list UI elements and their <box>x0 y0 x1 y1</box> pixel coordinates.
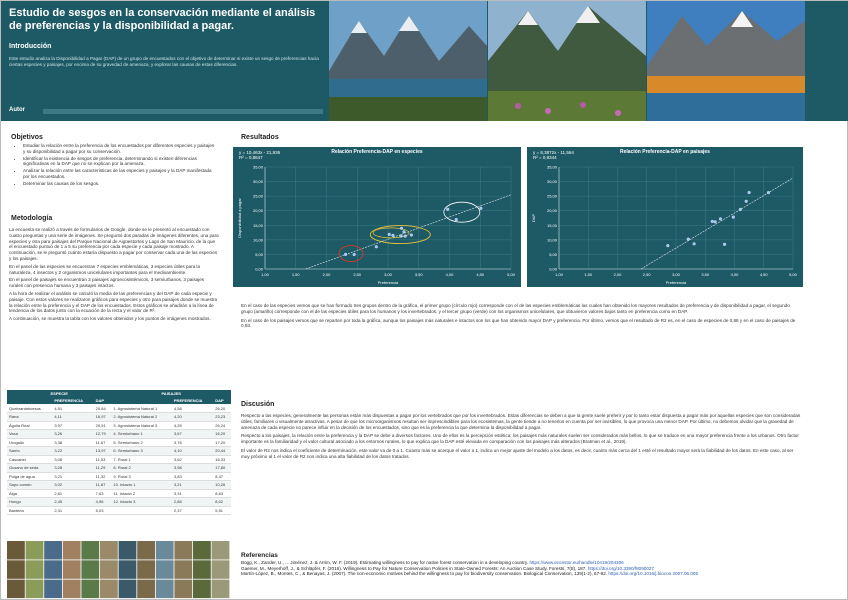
objetivo-item: • Estudiar la relación entre la preferencia de los encuestados por diferentes especies y paisajes y su disponibilidad a pagar por su conservación. <box>23 143 215 155</box>
table-column-header <box>7 397 231 404</box>
table-row <box>7 447 231 456</box>
table-cell: 3,31 <box>172 489 213 498</box>
x-tick-label: 3,50 <box>414 272 423 277</box>
x-tick-label: 4,00 <box>730 272 739 277</box>
table-cell: Hongo <box>7 498 52 507</box>
table-row <box>7 421 231 430</box>
data-point <box>767 191 770 194</box>
table-cell: Sapo común <box>7 481 52 490</box>
table-cell: 8,63 <box>213 489 231 498</box>
data-point <box>388 233 391 236</box>
metodologia-body <box>9 227 219 324</box>
table-cell: 16,20 <box>213 430 231 439</box>
table-cell: Gusano de seda <box>7 464 52 473</box>
group-circle-red <box>339 246 363 262</box>
table-row <box>7 472 231 481</box>
table-row <box>7 404 231 413</box>
table-cell: 1. Agrosistema Natural 1 <box>111 404 172 413</box>
table-cell: 5,51 <box>213 506 231 515</box>
table-cell: 3,62 <box>172 455 213 464</box>
x-axis-label: Preferencia <box>665 280 687 285</box>
thumbnail-image <box>44 580 62 599</box>
group-circle-white <box>444 202 480 222</box>
table-row <box>7 438 231 447</box>
table-cell: Pulga de agua <box>7 472 52 481</box>
y-tick-label: 25,00 <box>252 193 263 199</box>
reference-text: Gaemer, M., Meyerhoff, J., & Schläpfer, F. (2016). Willingness to Pay for Nature Conservation Policies in State-Owned Forests: An Auction Case Study. Forests, 7(8), 187. <box>241 565 587 571</box>
table-cell: 3,08 <box>52 455 93 464</box>
table-cell: Quebrantahuesos <box>7 404 52 413</box>
table-cell: 20,44 <box>213 447 231 456</box>
table-cell: 17,20 <box>213 438 231 447</box>
table-cell: 3,38 <box>52 438 93 447</box>
x-tick-label: 4,50 <box>476 272 485 277</box>
table-cell: 13,97 <box>94 447 112 456</box>
header <box>1 1 848 121</box>
species-thumbnail-strip <box>7 541 231 599</box>
thumbnail-image <box>26 580 44 599</box>
metodologia-heading: Metodología <box>11 215 53 222</box>
x-tick-label: 3,00 <box>672 272 680 277</box>
table-cell: Cascabel <box>7 455 52 464</box>
data-point <box>446 208 449 211</box>
author-label: Autor <box>9 107 25 113</box>
table-cell: 3,21 <box>52 472 93 481</box>
table-cell: 11,32 <box>94 472 112 481</box>
reference-link[interactable]: https://www.econstor.eu/handle/10419/204306 <box>529 559 624 565</box>
thumbnail-image <box>26 541 44 560</box>
thumbnail-image <box>156 580 174 599</box>
data-point <box>404 235 407 238</box>
thumbnail-image <box>44 560 62 579</box>
table-cell: 12,79 <box>94 430 112 439</box>
table-cell: 26,24 <box>213 421 231 430</box>
data-point <box>455 218 458 221</box>
table-cell: 3,67 <box>172 430 213 439</box>
x-tick-label: 2,50 <box>353 272 362 277</box>
x-tick-label: 2,00 <box>322 272 331 277</box>
x-tick-label: 5,00 <box>789 272 797 277</box>
thumbnail-image <box>100 560 118 579</box>
col-header: PREFERENCIA <box>52 397 93 404</box>
x-tick-label: 1,50 <box>584 272 593 277</box>
data-point <box>344 253 347 256</box>
y-axis-label: DAP <box>531 213 536 223</box>
table-cell: Bacteria <box>7 506 52 515</box>
data-point <box>400 227 403 230</box>
thumbnail-image <box>63 560 81 579</box>
table-cell: 16,97 <box>94 413 112 422</box>
landscape-photo-3 <box>647 1 805 121</box>
table-row <box>7 455 231 464</box>
x-tick-label: 1,00 <box>261 272 269 277</box>
table-cell: 17,80 <box>213 464 231 473</box>
table-cell: 23,23 <box>213 413 231 422</box>
metodologia-paragraph: A continuación, se muestra la tabla con los valores obtenidos y los puntos de imágenes mostrados. <box>9 316 211 322</box>
table-cell: 2,37 <box>172 506 213 515</box>
intro-box <box>9 43 327 93</box>
table-cell: 20,84 <box>94 404 112 413</box>
table-cell: 8,47 <box>213 472 231 481</box>
thumbnail-image <box>212 560 230 579</box>
reference-link[interactable]: https://doi.org/10.3390/f8090027 <box>587 565 654 571</box>
data-point <box>666 244 669 247</box>
table-cell: 11,29 <box>94 464 112 473</box>
objetivo-item: • Determinar las causas de los sesgos. <box>23 181 215 187</box>
table-cell: 5,03 <box>94 506 112 515</box>
table-cell: 2,31 <box>52 506 93 515</box>
thumbnail-image <box>156 560 174 579</box>
objetivo-item: • Analizar la relación entre las características de las especies y paisajes y la DAP manifestada por los encuestados. <box>23 168 215 180</box>
data-point <box>410 234 413 237</box>
thumbnail-image <box>174 580 192 599</box>
data-point <box>714 220 717 223</box>
table-cell: 5. Semiurbano 2 <box>111 438 172 447</box>
chart-especies-svg <box>233 147 521 287</box>
data-point <box>400 235 403 238</box>
table-cell: 4,20 <box>172 413 213 422</box>
x-axis-label: Preferencia <box>377 280 399 285</box>
equation-text: y = 8,3872x - 11,564 <box>533 150 574 155</box>
reference-text: Bogg, K., Zander, U., ... Jiménez, J. & Arrim, W. F. (2019). Estimating willingness to pay for native forest conservation in a developing country. <box>241 559 529 565</box>
data-point <box>719 217 722 220</box>
referencias <box>241 553 801 577</box>
y-tick-label: 10,00 <box>252 237 263 243</box>
thumbnail-image <box>7 580 25 599</box>
thumbnail-image <box>119 541 137 560</box>
y-tick-label: 25,00 <box>546 193 557 199</box>
discusion-paragraph: Respecto a los paisajes, la relación entre la preferencia y la DAP se debe a diversos factores. Uno de ellos es la percepción estética; los paisajes más naturales suelen ser considerados más bellos, lo que se traduce en una mayor preferencia frente a los urbanos. Otro factor importante es la familiaridad y el valor cultural asociado a los entornos rurales, lo que explica que la DAP esté elevada en comparación con los paisajes más alterados (Bratman et al., 2019). <box>241 433 799 445</box>
thumbnail-image <box>119 560 137 579</box>
table-cell: 4. Semiurbano 1 <box>111 430 172 439</box>
table-row <box>7 464 231 473</box>
reference-link[interactable]: https://doi.org/10.1016/j.biocon.2007.06.005 <box>608 571 699 577</box>
data-point <box>479 207 482 210</box>
discusion-body <box>241 413 803 463</box>
thumbnail-image <box>174 560 192 579</box>
table-cell: Vaca <box>7 430 52 439</box>
landscape-photo-1 <box>329 1 487 121</box>
x-tick-label: 2,00 <box>613 272 622 277</box>
data-point <box>748 191 751 194</box>
y-tick-label: 15,00 <box>252 222 263 228</box>
table-cell: Alga <box>7 489 52 498</box>
table-cell: 2,45 <box>52 498 93 507</box>
col-header: DAP <box>213 397 231 404</box>
y-tick-label: 5,00 <box>549 251 557 257</box>
reference-text: Martín-López, B., Montes, C., & Benayas, J. (2007). The non-economic motives behind the willingness to pay for biodiversity conservation. Biological Conservation, 139(1-2), 67-82. <box>241 571 608 577</box>
table-cell: 26,20 <box>213 404 231 413</box>
r2-text: R² = 0,8847 <box>239 155 263 160</box>
resultados-paragraph: En el caso de los paisajes vemos que se reparten por toda la gráfica, aunque los paisajes más naturales e intactos son los que han obtenido mayor DAP y preferencia. Por último, vemos que el resultado de R2 es, en el caso de especies de 0,88 y en el caso de paisajes de 0,93. <box>241 317 796 329</box>
table-cell: 3,28 <box>52 464 93 473</box>
objetivos-heading: Objetivos <box>11 134 43 141</box>
table-row <box>7 481 231 490</box>
y-tick-label: 10,00 <box>546 237 557 243</box>
table-cell: Rana <box>7 413 52 422</box>
thumbnail-image <box>212 541 230 560</box>
metodologia-paragraph: La encuesta se realizó a través de formularios de Google, donde se le presentó al encuestado con cuatro preguntas y una serie de imágenes. Se preguntó dos paradas de imágenes diferentes, una para especies y otra para paisajes del Parque Nacional de Aigüestortes y Lago de San Mauricio, de la que el encuestado puntuó de 1 a 5 su preferencia por cada especie y cada paisaje mostrado. A continuación, se le preguntó cuánto estaría dispuesto a pagar por conservar cada una de las especies y los paisajes. <box>9 227 219 261</box>
thumbnail-image <box>81 560 99 579</box>
table-cell: 3,83 <box>172 472 213 481</box>
table-cell: 12. Intacto 3 <box>111 498 172 507</box>
table-cell <box>111 506 172 515</box>
data-point <box>739 208 742 211</box>
data-point <box>392 234 395 237</box>
table-cell: 16,33 <box>213 455 231 464</box>
table-cell: 8. Rural 2 <box>111 464 172 473</box>
data-point <box>687 238 690 241</box>
metodologia-paragraph: En el panel de paisajes se encuentran 3 paisajes agroecosistémicos, 3 semiurbanos, 3 paisajes rurales con presencia humana y 3 paisajes intactos. <box>9 277 205 289</box>
resultados-heading: Resultados <box>241 134 279 141</box>
table-cell: 6. Semiurbano 3 <box>111 447 172 456</box>
table-cell: 4,10 <box>172 447 213 456</box>
thumbnail-image <box>137 580 155 599</box>
y-tick-label: 35,00 <box>546 164 557 170</box>
table-cell: Águila Real <box>7 421 52 430</box>
table-cell: 11,87 <box>94 481 112 490</box>
table-cell: 7,63 <box>94 489 112 498</box>
y-tick-label: 30,00 <box>546 179 557 185</box>
table-cell: 3,26 <box>52 430 93 439</box>
chart-especies-title: Relación Preferencia-DAP en especies <box>331 149 423 155</box>
metodologia-paragraph: A la hora de realizar el análisis se calculó la media de las preferencias y del DAP de cada especie y paisaje. Con estos valores se realizaron gráficos para especies y otro para paisajes donde se muestra la relación entre la preferencia y el DAP de los encuestados. Estos gráficos se añadirán a la línea de tendencia de los datos junto con la ecuación de la recta y el valor de R². <box>9 290 218 314</box>
table-cell: 10,26 <box>213 481 231 490</box>
data-point <box>403 230 406 233</box>
table-cell: 10. Intacto 1 <box>111 481 172 490</box>
table-cell: Urogallo <box>7 438 52 447</box>
thumbnail-image <box>193 541 211 560</box>
table-group-header <box>7 390 231 397</box>
group-paisajes: PAISAJES <box>111 390 231 397</box>
resultados-body <box>241 303 801 329</box>
intro-heading: Introducción <box>9 43 52 50</box>
y-tick-label: 35,00 <box>252 164 263 170</box>
table-cell: 4,11 <box>52 413 93 422</box>
x-tick-label: 1,50 <box>291 272 300 277</box>
table-cell: Sarrio <box>7 447 52 456</box>
table-cell: 11,53 <box>94 455 112 464</box>
table-cell: 3,22 <box>52 447 93 456</box>
data-point <box>732 216 735 219</box>
thumbnail-image <box>81 580 99 599</box>
reference-item <box>241 571 801 577</box>
thumbnail-image <box>63 580 81 599</box>
data-point <box>375 245 378 248</box>
objetivo-item: • Identificar la existencia de sesgos de preferencia, determinando si existen diferencias significativas en la DAP que no se explican por la amenaza. <box>23 156 215 168</box>
table-cell: 2,86 <box>172 498 213 507</box>
table-cell: 3,97 <box>52 421 93 430</box>
equation-text: y = 10,463x - 21,936 <box>239 150 281 155</box>
r2-text: R² = 0,9344 <box>533 155 557 160</box>
metodologia-paragraph: En el panel de las especies se encuentran 7 especies emblemáticas, 3 especies útiles para la naturaleza, 4 insectos y 2 organismos unicelulares importantes para el medioambiente. <box>9 263 201 275</box>
chart-paisajes-title: Relación Preferencia-DAP en paisajes <box>620 149 710 155</box>
table-body <box>7 404 231 515</box>
thumbnail-image <box>119 580 137 599</box>
thumbnail-image <box>44 541 62 560</box>
y-tick-label: 5,00 <box>255 251 263 257</box>
table-row <box>7 498 231 507</box>
chart-paisajes <box>527 147 803 287</box>
col-header: DAP <box>94 397 112 404</box>
thumbnail-image <box>7 541 25 560</box>
col-header: PREFERENCIA <box>172 397 213 404</box>
table-cell: 4,25 <box>172 421 213 430</box>
data-point <box>353 253 356 256</box>
thumbnail-image <box>7 560 25 579</box>
table-row <box>7 489 231 498</box>
table-cell: 4,51 <box>52 404 93 413</box>
data-point <box>745 200 748 203</box>
objetivos-list <box>15 143 215 188</box>
table-cell: 7. Rural 1 <box>111 455 172 464</box>
table-cell: 8,02 <box>213 498 231 507</box>
poster-title: Estudio de sesgos en la conservación mediante el análisis de preferencias y la disponibilidad a pagar. <box>9 7 316 32</box>
intro-text: Este estudio analiza la Disponibilidad a Pagar (DAP) de un grupo de encuestados con el objetivo de determinar si existe un sesgo de preferencias hacia ciertas especies y paisajes, por encima de su gravedad de amenaza, y explorar las causas de estas diferencias. <box>9 56 319 67</box>
y-tick-label: 0,00 <box>255 266 263 272</box>
table-cell: 3,76 <box>172 438 213 447</box>
table-cell: 3,02 <box>52 481 93 490</box>
x-tick-label: 5,00 <box>507 272 515 277</box>
trend-line <box>641 178 793 269</box>
y-tick-label: 30,00 <box>252 179 263 185</box>
table-cell: 2,81 <box>52 489 93 498</box>
thumbnail-image <box>81 541 99 560</box>
referencias-heading: Referencias <box>241 552 278 559</box>
thumbnail-image <box>100 541 118 560</box>
col-header <box>111 397 172 404</box>
x-tick-label: 3,50 <box>701 272 710 277</box>
x-tick-label: 1,00 <box>555 272 563 277</box>
chart-paisajes-svg <box>527 147 803 287</box>
table-cell: 3,21 <box>172 481 213 490</box>
table-cell: 4,96 <box>94 498 112 507</box>
landscape-photo-2 <box>488 1 646 121</box>
chart-especies <box>233 147 521 287</box>
y-axis-label: Disponibilidad a pagar <box>237 198 242 238</box>
thumbnail-image <box>212 580 230 599</box>
discusion-heading: Discusión <box>241 401 275 408</box>
thumbnail-image <box>156 541 174 560</box>
y-tick-label: 20,00 <box>546 208 557 214</box>
col-header <box>7 397 52 404</box>
group-especie: ESPECIE <box>7 390 111 397</box>
x-tick-label: 4,50 <box>759 272 768 277</box>
resultados-paragraph: En el caso de las especies vemos que se han formado tres grupos dentro de la gráfica, el primer grupo (círculo rojo) corresponde con el de las especies emblemáticas las cuales han obtenido los mayores resultados de preferencia y de disponibilidad a pagar, el segundo grupo (amarillo) corresponde con el de las especies útiles para los humanos y los invertebrados, y el tercer grupo (verde) con los organismos unicelulares, que obtuvieron valores bajos tanto en preferencia como en DAP. <box>241 303 790 314</box>
discusion-paragraph: Respecto a las especies, generalmente las personas están más dispuestas a pagar por los vertebrados que por los invertebrados. Estas diferencias se deben a que la gente suele preferir y por lo tanto estar dispuesta a pagar más por aquellas especies que son consideradas útiles, familiares o visualmente atractivas. A pesar de que los microorganismos resultan ser imprescindibles para los ecosistemas, la gente tiende a no tenerlos en cuenta por ser invisibles, lo que provoca una menor DAP. Por último, no debemos olvidar que la gravedad de amenaza de cada especie no parece influir en la decisión de los encuestados, sino que es la preferencia la que determina la disponibilidad a pagar. <box>241 413 801 430</box>
thumbnail-image <box>26 560 44 579</box>
y-tick-label: 15,00 <box>546 222 557 228</box>
discusion-paragraph: El valor de R2 nos indica el coeficiente de determinación, este valor va de 0 a 1. Cuanto más se acerque el valor a 1, indica un mejor ajuste del modelo a los datos, es decir, cuanto más cerca del 1 esté el resultado mayor será la fiabilidad de los datos. En este caso, al ser muy próximo al 1 el valor de R2 nos indica una alta fiabilidad de los datos tratados. <box>241 447 794 459</box>
table-cell: 3. Agrosistema Natural 3 <box>111 421 172 430</box>
table-cell: 11. Intacto 2 <box>111 489 172 498</box>
y-tick-label: 20,00 <box>252 208 263 214</box>
data-table <box>7 390 231 515</box>
table-cell: 9. Rural 3 <box>111 472 172 481</box>
x-tick-label: 4,00 <box>445 272 454 277</box>
table-cell: 4,58 <box>172 404 213 413</box>
x-tick-label: 3,00 <box>384 272 392 277</box>
table-row <box>7 506 231 515</box>
thumbnail-image <box>193 580 211 599</box>
data-point <box>711 220 714 223</box>
y-tick-label: 0,00 <box>549 266 557 272</box>
thumbnail-image <box>174 541 192 560</box>
author-bar <box>43 109 323 114</box>
thumbnail-image <box>100 580 118 599</box>
table-cell: 20,51 <box>94 421 112 430</box>
thumbnail-image <box>193 560 211 579</box>
x-tick-label: 2,50 <box>642 272 651 277</box>
thumbnail-image <box>137 541 155 560</box>
table-cell: 2. Agrosistema Natural 2 <box>111 413 172 422</box>
thumbnail-image <box>63 541 81 560</box>
table-cell: 3,98 <box>172 464 213 473</box>
thumbnail-image <box>137 560 155 579</box>
data-point <box>693 242 696 245</box>
table-cell: 11,67 <box>94 438 112 447</box>
data-point <box>723 243 726 246</box>
table-row <box>7 430 231 439</box>
table-row <box>7 413 231 422</box>
